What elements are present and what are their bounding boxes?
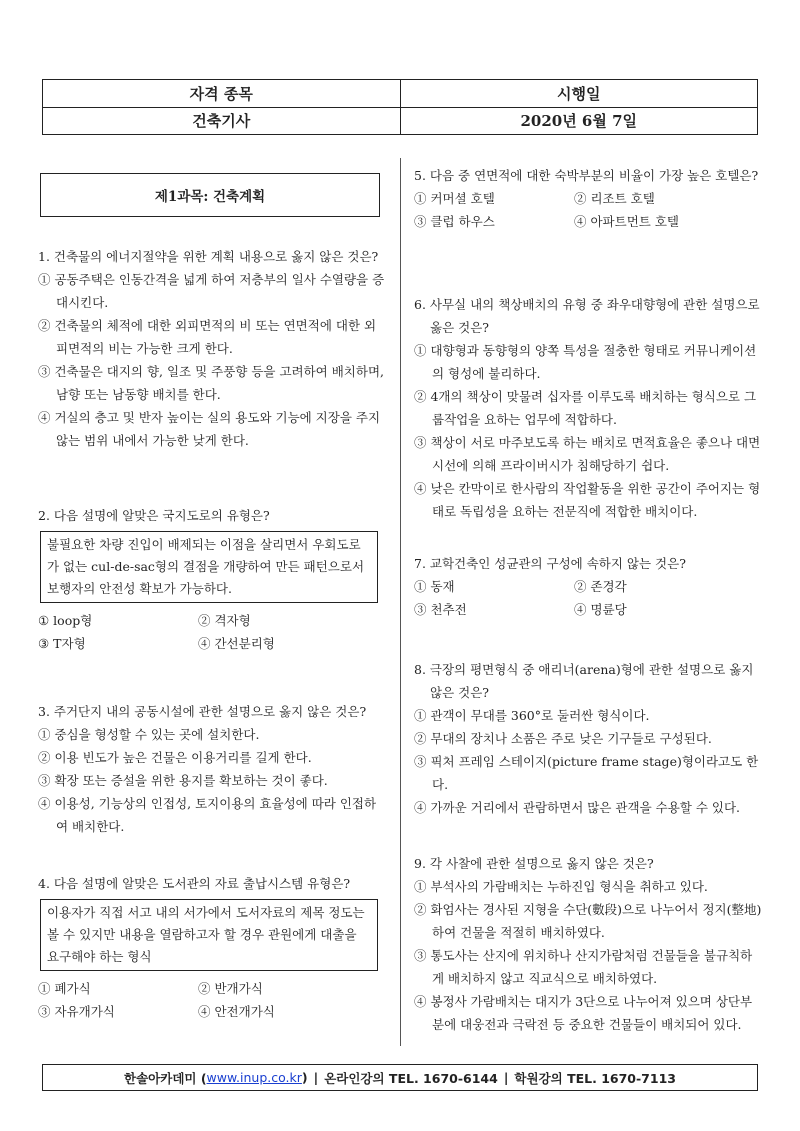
question-text: 8. 극장의 평면형식 중 애리너(arena)형에 관한 설명으로 옳지 않은 것은? — [414, 662, 754, 700]
option[interactable]: ① 중심을 형성할 수 있는 곳에 설치한다. — [38, 727, 260, 742]
option-grid — [38, 977, 388, 1023]
question-3 — [38, 700, 388, 838]
option[interactable]: ③ 자유개가식 — [38, 1004, 115, 1019]
option[interactable]: ③ T자형 — [38, 636, 86, 651]
option[interactable]: ① 관객이 무대를 360°로 둘러싼 형식이다. — [414, 708, 650, 723]
option-grid — [414, 187, 764, 233]
option[interactable]: ④ 간선분리형 — [198, 636, 275, 651]
option[interactable]: ② 격자형 — [198, 613, 251, 628]
footer-offline-phone: 학원강의 TEL. 1670-7113 — [514, 1070, 676, 1086]
exam-type-label: 자격 종목 — [43, 80, 401, 107]
option[interactable]: ④ 거실의 층고 및 반자 높이는 실의 용도와 기능에 지장을 주지 않는 범위 내에서 가능한 낮게 한다. — [38, 410, 381, 448]
question-6 — [414, 293, 764, 523]
question-description-box: 불필요한 차량 진입이 배제되는 이점을 살리면서 우회도로가 없는 cul-de-sac형의 결점을 개량하여 만든 패턴으로서 보행자의 안전성 확보가 가능하다. — [40, 531, 378, 603]
option[interactable]: ② 건축물의 체적에 대한 외피면적의 비 또는 연면적에 대한 외피면적의 비는 가능한 크게 한다. — [38, 318, 377, 356]
option[interactable]: ② 이용 빈도가 높은 건물은 이용거리를 길게 한다. — [38, 750, 312, 765]
question-text: 7. 교학건축인 성균관의 구성에 속하지 않는 것은? — [414, 556, 686, 571]
option[interactable]: ② 화엄사는 경사된 지형을 수단(數段)으로 나누어서 정지(整地)하여 건물을 적절히 배치하였다. — [414, 902, 762, 940]
exam-info-value-row — [43, 107, 757, 134]
exam-info-table — [42, 79, 758, 135]
option[interactable]: ④ 이용성, 기능상의 인접성, 토지이용의 효율성에 따라 인접하여 배치한다. — [38, 796, 377, 834]
option[interactable]: ① 동재 — [414, 579, 455, 594]
option[interactable]: ③ 천추전 — [414, 602, 467, 617]
question-4 — [38, 872, 388, 1023]
exam-date-label: 시행일 — [557, 85, 601, 103]
option[interactable]: ③ 클럽 하우스 — [414, 214, 495, 229]
option[interactable]: ① 대향형과 동향형의 양쪽 특성을 절충한 형태로 커뮤니케이션의 형성에 불리하다. — [414, 343, 757, 381]
question-text: 4. 다음 설명에 알맞은 도서관의 자료 출납시스템 유형은? — [38, 876, 351, 891]
question-text: 6. 사무실 내의 책상배치의 유형 중 좌우대향형에 관한 설명으로 옳은 것은? — [414, 297, 760, 335]
question-7 — [414, 552, 764, 621]
option[interactable]: ④ 안전개가식 — [198, 1004, 275, 1019]
footer-separator: | — [313, 1070, 319, 1085]
option-grid — [414, 575, 764, 621]
footer-academy: 한솔아카데미 ( — [124, 1070, 207, 1086]
exam-type-value: 건축기사 — [43, 107, 401, 134]
footer-separator: | — [503, 1070, 509, 1085]
option[interactable]: ③ 책상이 서로 마주보도록 하는 배치로 면적효율은 좋으나 대면 시선에 의해 프라이버시가 침해당하기 쉽다. — [414, 435, 761, 473]
footer-academy-close: ) — [301, 1070, 308, 1085]
option[interactable]: ④ 아파트먼트 호텔 — [574, 214, 679, 229]
option[interactable]: ③ 통도사는 산지에 위치하나 산지가람처럼 건물들을 불규칙하게 배치하지 않고 직교식으로 배치하였다. — [414, 948, 753, 986]
exam-date-value: 2020년 6월 7일 — [520, 112, 638, 130]
question-text: 3. 주거단지 내의 공동시설에 관한 설명으로 옳지 않은 것은? — [38, 704, 367, 719]
column-divider — [400, 158, 401, 1046]
question-9 — [414, 852, 764, 1036]
option[interactable]: ① 커머셜 호텔 — [414, 191, 495, 206]
footer-online-phone: 온라인강의 TEL. 1670-6144 — [324, 1070, 498, 1086]
question-description-box: 이용자가 직접 서고 내의 서가에서 도서자료의 제목 정도는 볼 수 있지만 내용을 열람하고자 할 경우 관원에게 대출을 요구해야 하는 형식 — [40, 899, 378, 971]
option[interactable]: ④ 낮은 칸막이로 한사람의 작업활동을 위한 공간이 주어지는 형태로 독립성을 요하는 전문직에 적합한 배치이다. — [414, 481, 761, 519]
option[interactable]: ① loop형 — [38, 613, 93, 628]
question-text: 9. 각 사찰에 관한 설명으로 옳지 않은 것은? — [414, 856, 654, 871]
exam-info-header-row — [43, 80, 757, 108]
option[interactable]: ② 무대의 장치나 소품은 주로 낮은 기구들로 구성된다. — [414, 731, 712, 746]
option[interactable]: ② 반개가식 — [198, 981, 263, 996]
option[interactable]: ③ 건축물은 대지의 향, 일조 및 주풍향 등을 고려하여 배치하며, 남향 또는 남동향 배치를 한다. — [38, 364, 385, 402]
question-text: 1. 건축물의 에너지절약을 위한 계획 내용으로 옳지 않은 것은? — [38, 249, 379, 264]
option[interactable]: ④ 가까운 거리에서 관람하면서 많은 관객을 수용할 수 있다. — [414, 800, 740, 815]
question-8 — [414, 658, 764, 819]
option[interactable]: ④ 봉정사 가람배치는 대지가 3단으로 나누어져 있으며 상단부분에 대웅전과 극락전 등 중요한 건물들이 배치되어 있다. — [414, 994, 753, 1032]
footer-bar — [42, 1064, 758, 1091]
option-grid — [38, 609, 388, 655]
question-text: 5. 다음 중 연면적에 대한 숙박부분의 비율이 가장 높은 호텔은? — [414, 168, 759, 183]
subject-title: 제1과목: 건축계획 — [40, 173, 380, 217]
question-1 — [38, 245, 388, 452]
question-text: 2. 다음 설명에 알맞은 국지도로의 유형은? — [38, 508, 270, 523]
question-5 — [414, 164, 764, 233]
option[interactable]: ① 공동주택은 인동간격을 넓게 하여 저층부의 일사 수열량을 증대시킨다. — [38, 272, 385, 310]
option[interactable]: ② 4개의 책상이 맞물려 십자를 이루도록 배치하는 형식으로 그룹작업을 요하는 업무에 적합하다. — [414, 389, 757, 427]
option[interactable]: ① 부석사의 가람배치는 누하진입 형식을 취하고 있다. — [414, 879, 708, 894]
option[interactable]: ③ 픽처 프레임 스테이지(picture frame stage)형이라고도 한다. — [414, 754, 759, 792]
question-2 — [38, 504, 388, 655]
option[interactable]: ② 존경각 — [574, 579, 627, 594]
option[interactable]: ② 리조트 호텔 — [574, 191, 655, 206]
footer-website-link[interactable]: www.inup.co.kr — [206, 1070, 302, 1085]
option[interactable]: ③ 확장 또는 증설을 위한 용지를 확보하는 것이 좋다. — [38, 773, 328, 788]
option[interactable]: ① 폐가식 — [38, 981, 91, 996]
option[interactable]: ④ 명륜당 — [574, 602, 627, 617]
